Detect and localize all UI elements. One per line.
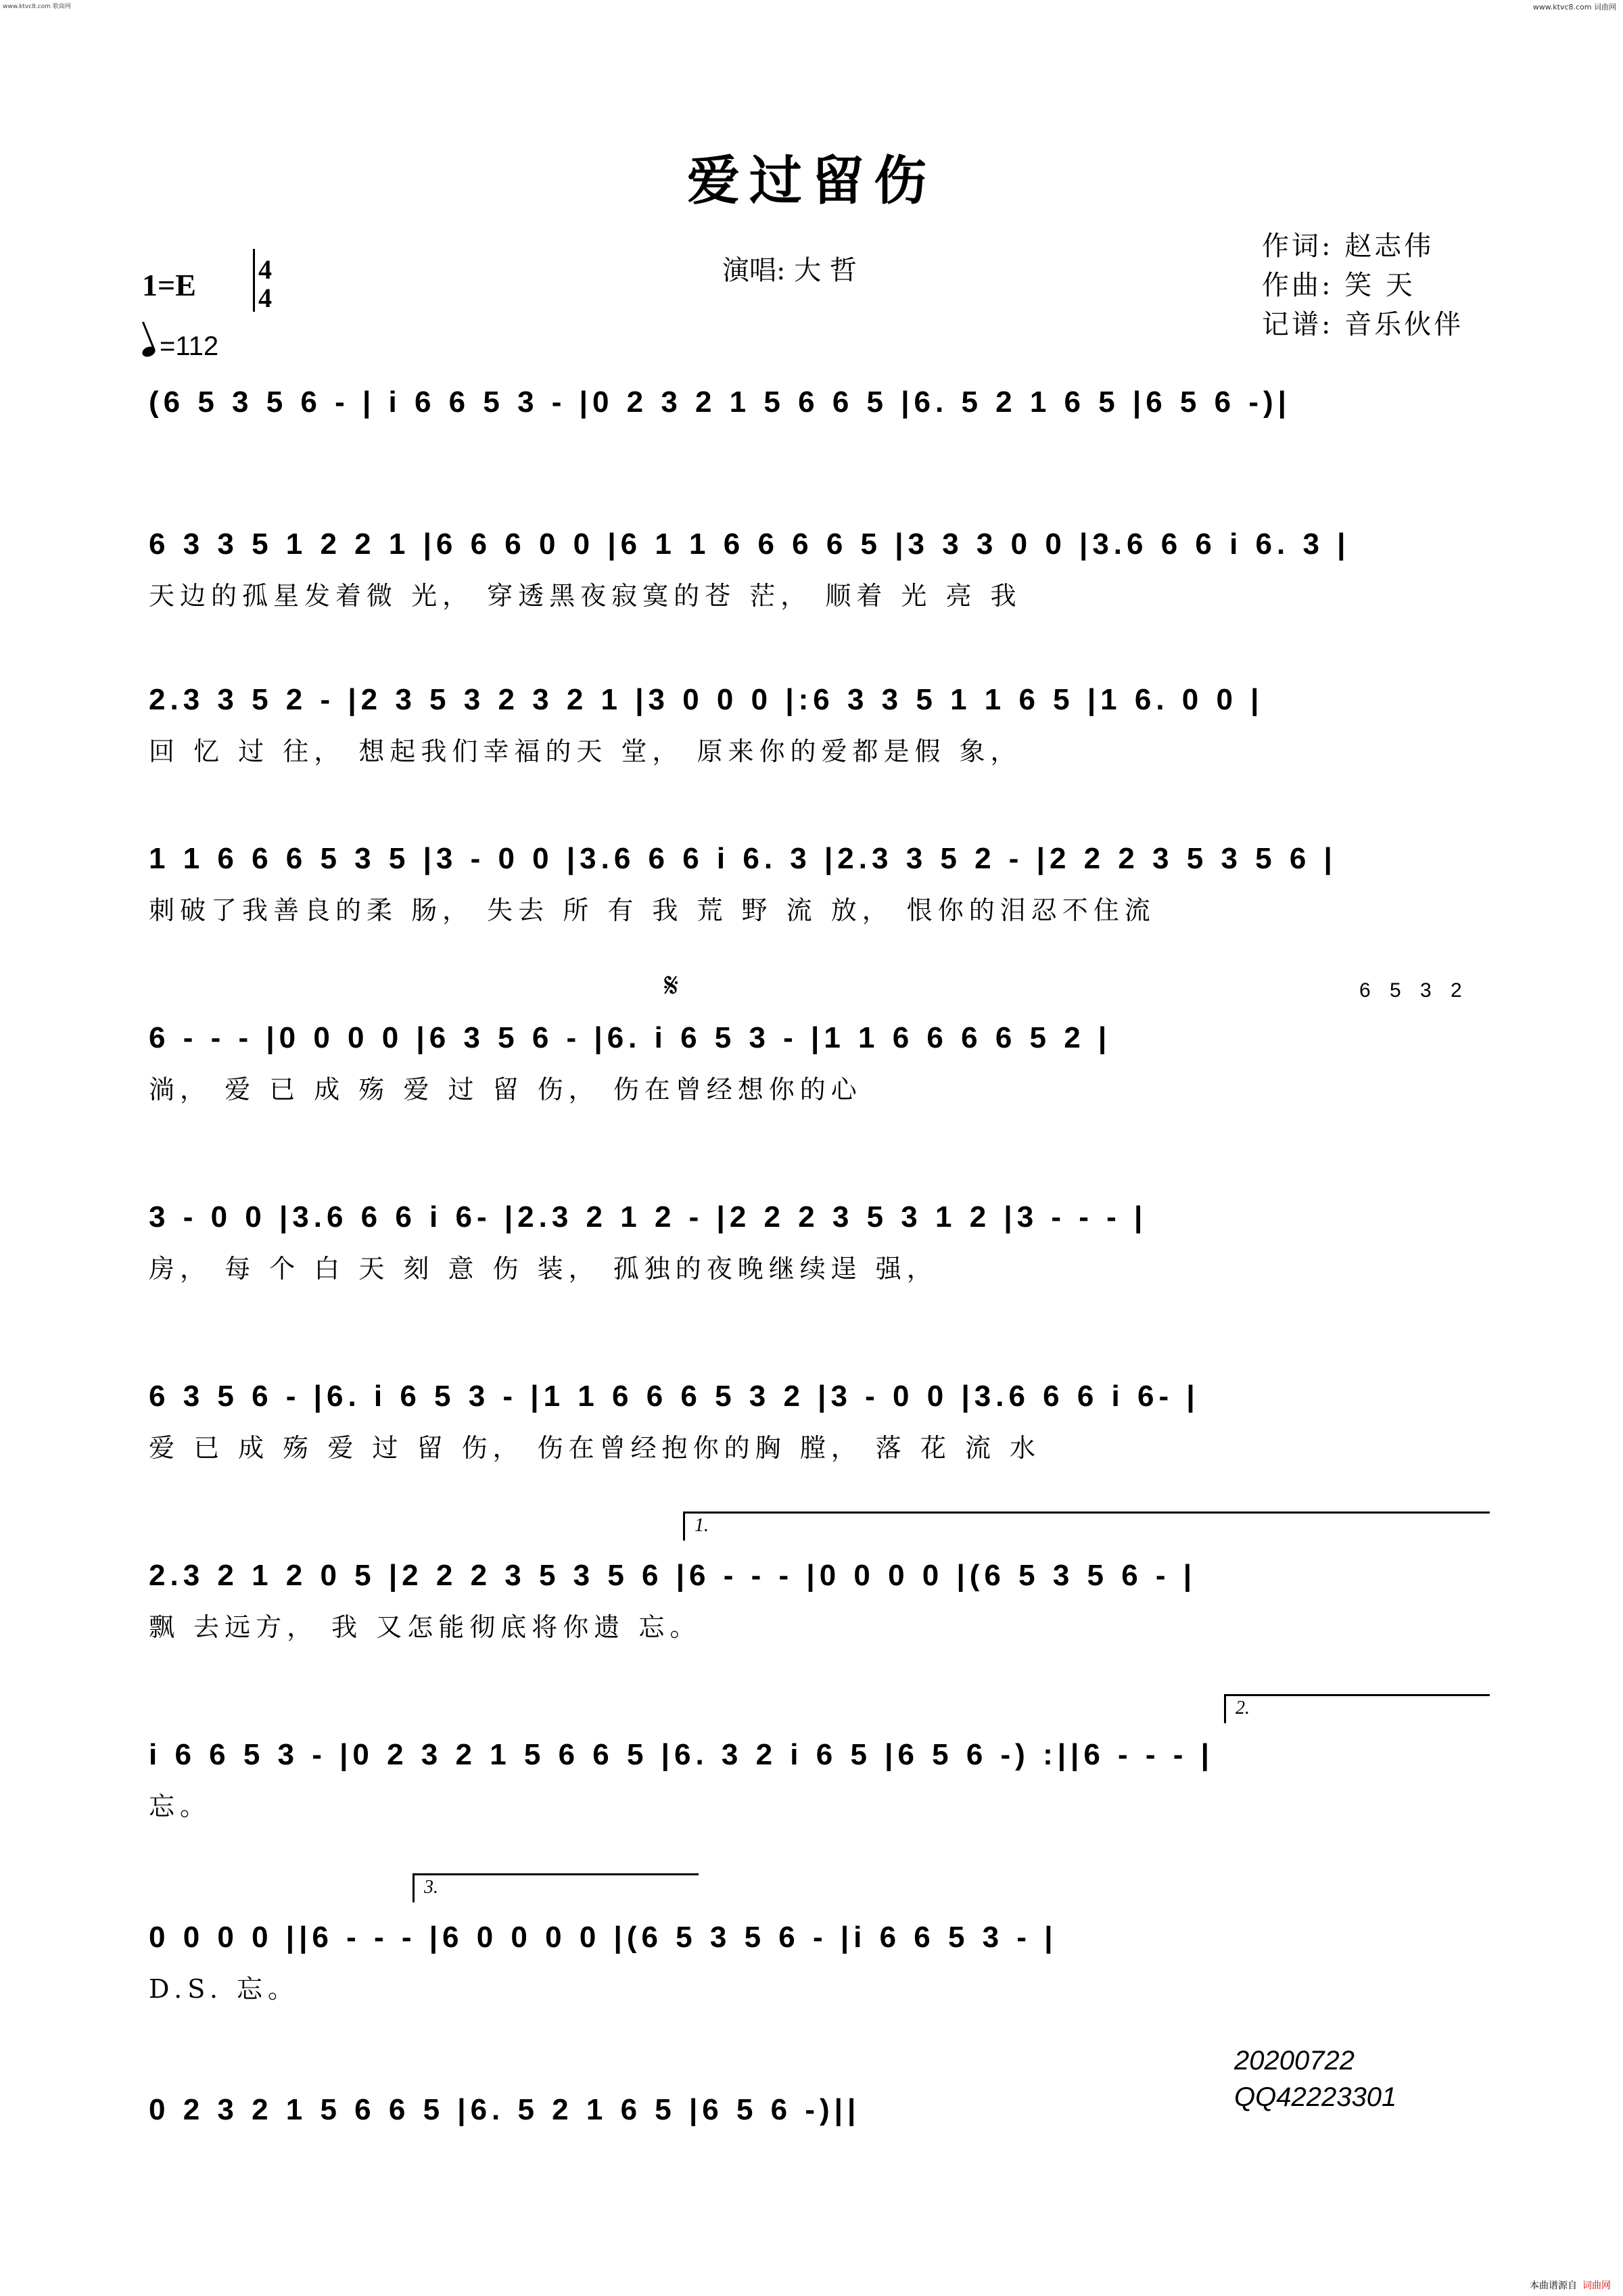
- score-line: [149, 1194, 1495, 1309]
- footer-logo: 词曲网: [1582, 2280, 1611, 2291]
- jianpu-notes: 1 1 6 6 6 5 3 5 |3 - 0 0 |3.6 6 6 i 6. 3 |2.3 3 5 2 - |2 2 2 3 5 3 5 6 |: [149, 842, 1337, 875]
- volta-bracket: [683, 1512, 1490, 1541]
- time-sig-bottom: 4: [258, 283, 272, 313]
- jianpu-notes: (6 5 3 5 6 - | i 6 6 5 3 - |0 2 3 2 1 5 6 6 5 |6. 5 2 1 6 5 |6 5 6 -)|: [149, 385, 1291, 419]
- score-line: [149, 1914, 1495, 2029]
- tempo-mark: [142, 331, 218, 362]
- jianpu-notes: 2.3 2 1 2 0 5 |2 2 2 3 5 3 5 6 |6 - - - |0 0 0 0 |(6 5 3 5 6 - |: [149, 1559, 1197, 1592]
- score-line: [149, 835, 1495, 950]
- lyrics-line: 忘。: [149, 1791, 212, 1821]
- time-sig-top: 4: [258, 254, 272, 285]
- lyricist: 作词: 赵志伟: [1262, 231, 1434, 262]
- score-line: [149, 676, 1495, 791]
- score-line: [149, 379, 1495, 494]
- singer: 演唱: 大 哲: [722, 255, 857, 286]
- jianpu-notes: 3 - 0 0 |3.6 6 6 i 6- |2.3 2 1 2 - |2 2 2 3 5 3 1 2 |3 - - - |: [149, 1200, 1148, 1234]
- ornament-notes: 6 5 3 2: [1359, 979, 1469, 1002]
- volta-bracket: [413, 1873, 699, 1902]
- jianpu-notes: i 6 6 5 3 - |0 2 3 2 1 5 6 6 5 |6. 3 2 i 6 5 |6 5 6 -) :||6 - - - |: [149, 1738, 1214, 1771]
- time-signature: [252, 256, 279, 312]
- lyrics-line: 刺破了我善良的柔 肠， 失去 所 有 我 荒 野 流 放， 恨你的泪忍不住流: [149, 895, 1156, 925]
- composer: 作曲: 笑 天: [1262, 270, 1415, 301]
- signature-qq: QQ42223301: [1234, 2082, 1397, 2112]
- site-watermark: www.ktvc8.com 歌曲网: [3, 3, 71, 10]
- jianpu-notes: 2.3 3 5 2 - |2 3 5 3 2 3 2 1 |3 0 0 0 |:6 3 3 5 1 1 6 5 |1 6. 0 0 |: [149, 683, 1264, 716]
- credits: [1262, 227, 1463, 344]
- score-line: [149, 1373, 1495, 1488]
- lyrics-line: D.S. 忘。: [149, 1974, 300, 2004]
- jianpu-notes: 6 3 3 5 1 2 2 1 |6 6 6 0 0 |6 1 1 6 6 6 6 5 |3 3 3 0 0 |3.6 6 6 i 6. 3 |: [149, 528, 1350, 561]
- score-line: [149, 1552, 1495, 1667]
- transcriber: 记谱: 音乐伙伴: [1262, 309, 1464, 340]
- lyrics-line: 飘 去远方， 我 又怎能彻底将你遗 忘。: [149, 1612, 701, 1642]
- lyrics-line: 淌， 爱 已 成 殇 爱 过 留 伤， 伤在曾经想你的心: [149, 1075, 862, 1104]
- lyrics-line: 天边的孤星发着微 光， 穿透黑夜寂寞的苍 茫， 顺着 光 亮 我: [149, 581, 1022, 611]
- jianpu-notes: 6 3 5 6 - |6. i 6 5 3 - |1 1 6 6 6 5 3 2 |3 - 0 0 |3.6 6 6 i 6- |: [149, 1380, 1200, 1413]
- tempo-value: =112: [160, 331, 219, 361]
- transcription-signature: [1234, 2042, 1396, 2115]
- volta-number: 3.: [424, 1877, 438, 1898]
- jianpu-notes: 0 0 0 0 ||6 - - - |6 0 0 0 0 |(6 5 3 5 6 - |i 6 6 5 3 - |: [149, 1921, 1058, 1954]
- signature-date: 20200722: [1234, 2046, 1355, 2076]
- volta-bracket: [1224, 1694, 1490, 1723]
- jianpu-notes: 0 2 3 2 1 5 6 6 5 |6. 5 2 1 6 5 |6 5 6 -)||: [149, 2093, 861, 2126]
- footer: [1530, 2278, 1611, 2292]
- song-title: 爱过留伤: [686, 150, 936, 212]
- jianpu-notes: 6 - - - |0 0 0 0 |6 3 5 6 - |6. i 6 5 3 - |1 1 6 6 6 6 5 2 |: [149, 1021, 1112, 1054]
- lyrics-line: 爱 已 成 殇 爱 过 留 伤， 伤在曾经抱你的胸 膛， 落 花 流 水: [149, 1433, 1041, 1463]
- score-line: [149, 521, 1495, 636]
- volta-number: 2.: [1236, 1697, 1250, 1718]
- lyrics-line: 房， 每 个 白 天 刻 意 伤 装， 孤独的夜晚继续逞 强，: [149, 1254, 938, 1284]
- score-line: [149, 1014, 1495, 1129]
- score-line: [149, 1731, 1495, 1846]
- volta-number: 1.: [695, 1515, 709, 1536]
- lyrics-line: 回 忆 过 往， 想起我们幸福的天 堂， 原来你的爱都是假 象，: [149, 736, 1022, 766]
- quarter-note-icon: [141, 345, 157, 358]
- footer-text: 本曲谱源自: [1530, 2280, 1577, 2291]
- key-signature: 1=E: [142, 268, 196, 302]
- segno-icon: 𝄋: [664, 966, 679, 1005]
- site-url: www.ktvc8.com 词曲网: [1532, 3, 1616, 11]
